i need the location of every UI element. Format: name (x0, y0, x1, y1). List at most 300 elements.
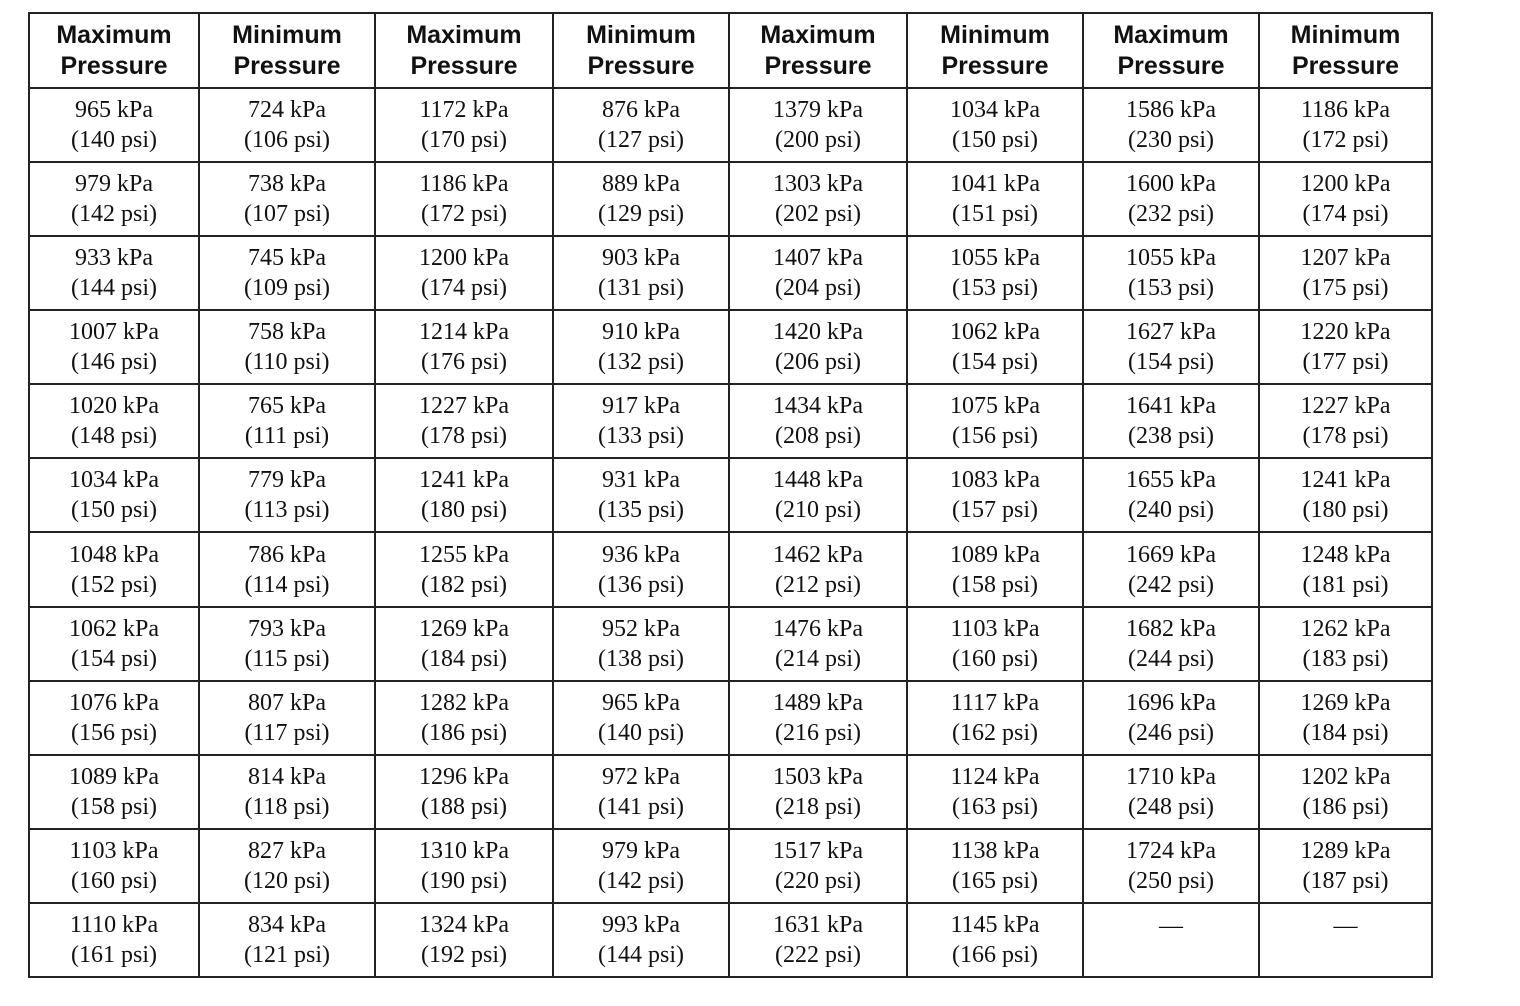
column-header (1083, 13, 1259, 88)
pressure-kpa: 1310 kPa (419, 837, 509, 864)
pressure-psi: (140 psi) (598, 719, 684, 746)
pressure-kpa: 1207 kPa (1300, 245, 1391, 272)
pressure-kpa: 1055 kPa (950, 245, 1040, 272)
pressure-kpa: 1669 kPa (1126, 541, 1216, 568)
pressure-psi: (165 psi) (952, 867, 1038, 894)
table-cell (907, 384, 1083, 458)
pressure-psi: (138 psi) (598, 645, 684, 672)
pressure-psi: (141 psi) (598, 793, 684, 820)
pressure-psi: (144 psi) (598, 941, 684, 968)
pressure-kpa: 1248 kPa (1300, 541, 1391, 568)
pressure-psi: (127 psi) (598, 127, 684, 154)
pressure-psi: (144 psi) (71, 275, 157, 302)
table-cell (1259, 532, 1432, 606)
pressure-kpa: 1138 kPa (950, 837, 1040, 864)
pressure-psi: (180 psi) (421, 497, 507, 524)
table-cell (729, 755, 907, 829)
column-header (1259, 13, 1432, 88)
pressure-psi: (220 psi) (775, 867, 861, 894)
pressure-psi: (120 psi) (244, 867, 330, 894)
pressure-kpa: 1289 kPa (1300, 837, 1391, 864)
pressure-kpa: 1641 kPa (1126, 393, 1216, 420)
pressure-psi: (186 psi) (421, 719, 507, 746)
table-cell (729, 681, 907, 755)
table-cell (907, 88, 1083, 162)
pressure-kpa: 786 kPa (248, 541, 326, 568)
table-row (29, 829, 1432, 903)
pressure-kpa: 1117 kPa (950, 689, 1040, 716)
pressure-kpa: 965 kPa (75, 97, 153, 124)
table-cell (375, 88, 553, 162)
pressure-kpa: 1103 kPa (950, 615, 1040, 642)
pressure-psi: (161 psi) (71, 941, 157, 968)
pressure-psi: (132 psi) (598, 349, 684, 376)
pressure-kpa: 1434 kPa (773, 393, 863, 420)
pressure-kpa: 1075 kPa (950, 393, 1040, 420)
pressure-psi: (158 psi) (71, 793, 157, 820)
table-cell (729, 236, 907, 310)
table-cell (1259, 384, 1432, 458)
column-header-line1: Maximum (406, 20, 522, 49)
table-cell (1083, 829, 1259, 903)
table-cell (907, 310, 1083, 384)
pressure-kpa: 779 kPa (248, 467, 326, 494)
table-cell (1083, 162, 1259, 236)
pressure-kpa: 1124 kPa (950, 763, 1040, 790)
pressure-kpa: 1055 kPa (1126, 245, 1216, 272)
column-header (729, 13, 907, 88)
table-cell (553, 755, 729, 829)
pressure-psi: (153 psi) (952, 275, 1038, 302)
pressure-kpa: 1282 kPa (419, 689, 509, 716)
pressure-psi: (208 psi) (775, 423, 861, 450)
pressure-kpa: 1269 kPa (419, 615, 509, 642)
pressure-kpa: 1227 kPa (419, 393, 509, 420)
table-cell (907, 755, 1083, 829)
table-cell (553, 310, 729, 384)
pressure-psi: (240 psi) (1128, 497, 1214, 524)
table-cell (907, 681, 1083, 755)
pressure-kpa: 1420 kPa (773, 319, 863, 346)
pressure-psi: (248 psi) (1128, 793, 1214, 820)
table-cell (1259, 236, 1432, 310)
table-cell (375, 607, 553, 681)
table-cell (375, 681, 553, 755)
table-cell (553, 236, 729, 310)
table-cell (375, 162, 553, 236)
table-cell (1259, 458, 1432, 532)
table-cell (1083, 310, 1259, 384)
pressure-psi: (242 psi) (1128, 571, 1214, 598)
table-cell (199, 236, 375, 310)
pressure-psi: (174 psi) (1302, 201, 1389, 228)
pressure-kpa: 965 kPa (602, 689, 680, 716)
table-cell (553, 88, 729, 162)
pressure-psi: (182 psi) (421, 571, 507, 598)
table-cell (729, 162, 907, 236)
pressure-kpa: 917 kPa (602, 393, 680, 420)
pressure-psi: (170 psi) (421, 127, 507, 154)
table-cell (29, 88, 199, 162)
pressure-kpa: 827 kPa (248, 837, 326, 864)
table-cell (553, 607, 729, 681)
pressure-kpa: 807 kPa (248, 689, 326, 716)
table-row (29, 162, 1432, 236)
pressure-kpa: 1214 kPa (419, 319, 509, 346)
pressure-kpa: 1379 kPa (773, 97, 863, 124)
table-cell (729, 532, 907, 606)
pressure-psi: (146 psi) (71, 349, 157, 376)
pressure-kpa: 936 kPa (602, 541, 680, 568)
table-cell (1083, 384, 1259, 458)
pressure-table (28, 12, 1433, 978)
pressure-kpa: 1241 kPa (1300, 467, 1391, 494)
pressure-kpa: 889 kPa (602, 171, 680, 198)
column-header-line2: Pressure (1117, 51, 1225, 80)
column-header-line1: Minimum (940, 20, 1050, 49)
pressure-psi: (232 psi) (1128, 201, 1214, 228)
table-cell (375, 532, 553, 606)
pressure-kpa: 1145 kPa (950, 911, 1040, 938)
table-cell (907, 532, 1083, 606)
pressure-psi: (162 psi) (952, 719, 1038, 746)
pressure-psi: (156 psi) (71, 719, 157, 746)
column-header (907, 13, 1083, 88)
pressure-kpa: 745 kPa (248, 245, 326, 272)
pressure-psi: (114 psi) (244, 571, 330, 598)
pressure-psi: (174 psi) (421, 275, 507, 302)
pressure-psi: (133 psi) (598, 423, 684, 450)
pressure-kpa: 1476 kPa (773, 615, 863, 642)
table-cell (199, 458, 375, 532)
table-cell (29, 384, 199, 458)
table-cell (1259, 903, 1432, 977)
pressure-psi: (178 psi) (421, 423, 507, 450)
pressure-kpa: 1710 kPa (1126, 763, 1216, 790)
table-cell (29, 458, 199, 532)
pressure-kpa: 1202 kPa (1300, 763, 1391, 790)
table-cell (1259, 681, 1432, 755)
pressure-psi: (172 psi) (1302, 127, 1389, 154)
pressure-kpa: 1241 kPa (419, 467, 509, 494)
pressure-kpa: 1586 kPa (1126, 97, 1216, 124)
pressure-kpa: 793 kPa (248, 615, 326, 642)
header-row (29, 13, 1432, 88)
pressure-psi: (184 psi) (1302, 719, 1389, 746)
table-cell (729, 607, 907, 681)
pressure-kpa: 1034 kPa (950, 97, 1040, 124)
pressure-kpa: 1682 kPa (1126, 615, 1216, 642)
pressure-kpa: 979 kPa (75, 171, 153, 198)
table-cell (29, 829, 199, 903)
table-cell (199, 88, 375, 162)
column-header (375, 13, 553, 88)
table-cell (29, 903, 199, 977)
pressure-kpa: 1627 kPa (1126, 319, 1216, 346)
table-row (29, 384, 1432, 458)
table-cell (199, 607, 375, 681)
pressure-kpa: 1303 kPa (773, 171, 863, 198)
pressure-kpa: 758 kPa (248, 319, 326, 346)
table-cell (729, 88, 907, 162)
table-cell (29, 236, 199, 310)
table-cell (199, 384, 375, 458)
pressure-kpa: 765 kPa (248, 393, 326, 420)
table-cell (553, 829, 729, 903)
pressure-kpa: 814 kPa (248, 763, 326, 790)
table-row (29, 458, 1432, 532)
pressure-kpa: 1227 kPa (1300, 393, 1391, 420)
pressure-psi: (117 psi) (244, 719, 330, 746)
pressure-psi: (184 psi) (421, 645, 507, 672)
table-cell (729, 384, 907, 458)
pressure-psi: (121 psi) (244, 941, 330, 968)
table-row (29, 681, 1432, 755)
pressure-kpa: 979 kPa (602, 837, 680, 864)
column-header-line2: Pressure (941, 51, 1049, 80)
pressure-psi: (192 psi) (421, 941, 507, 968)
table-cell (907, 829, 1083, 903)
table-cell (729, 829, 907, 903)
table-cell (1083, 681, 1259, 755)
pressure-psi: (188 psi) (421, 793, 507, 820)
pressure-psi: (160 psi) (71, 867, 157, 894)
column-header-line2: Pressure (60, 51, 168, 80)
pressure-kpa: 1448 kPa (773, 467, 863, 494)
pressure-kpa: 1600 kPa (1126, 171, 1216, 198)
pressure-kpa: 952 kPa (602, 615, 680, 642)
pressure-psi: (129 psi) (598, 201, 684, 228)
table-cell (1259, 755, 1432, 829)
pressure-psi: (135 psi) (598, 497, 684, 524)
table-cell (375, 903, 553, 977)
table-cell (375, 829, 553, 903)
pressure-kpa: 1407 kPa (773, 245, 863, 272)
pressure-psi: (154 psi) (71, 645, 157, 672)
pressure-psi: (244 psi) (1128, 645, 1214, 672)
pressure-psi: (175 psi) (1302, 275, 1389, 302)
pressure-psi: (206 psi) (775, 349, 861, 376)
pressure-kpa: 1041 kPa (950, 171, 1040, 198)
pressure-psi: (150 psi) (952, 127, 1038, 154)
table-cell (199, 310, 375, 384)
pressure-psi: (150 psi) (71, 497, 157, 524)
pressure-psi: (136 psi) (598, 571, 684, 598)
column-header-line2: Pressure (1291, 51, 1400, 80)
pressure-psi: (176 psi) (421, 349, 507, 376)
pressure-kpa: 1089 kPa (69, 763, 159, 790)
pressure-psi: (109 psi) (244, 275, 330, 302)
table-cell (907, 236, 1083, 310)
pressure-kpa: 1220 kPa (1300, 319, 1391, 346)
column-header-line2: Pressure (410, 51, 518, 80)
pressure-psi: (154 psi) (952, 349, 1038, 376)
table-cell (199, 755, 375, 829)
pressure-kpa: 1034 kPa (69, 467, 159, 494)
pressure-psi: (218 psi) (775, 793, 861, 820)
column-header-line2: Pressure (233, 51, 341, 80)
column-header-line1: Maximum (760, 20, 876, 49)
table-cell (1259, 310, 1432, 384)
column-header-line1: Minimum (232, 20, 342, 49)
pressure-psi: (131 psi) (598, 275, 684, 302)
pressure-psi: (152 psi) (71, 571, 157, 598)
pressure-psi: (180 psi) (1302, 497, 1389, 524)
pressure-kpa: 931 kPa (602, 467, 680, 494)
pressure-psi: (110 psi) (244, 349, 330, 376)
empty-cell-dash: — (1159, 912, 1183, 939)
table-cell (553, 681, 729, 755)
pressure-psi: (186 psi) (1302, 793, 1389, 820)
pressure-kpa: 1724 kPa (1126, 837, 1216, 864)
table-cell (1259, 88, 1432, 162)
table-body (29, 88, 1432, 977)
table-row (29, 310, 1432, 384)
table-cell (199, 681, 375, 755)
pressure-psi: (107 psi) (244, 201, 330, 228)
table-cell (375, 458, 553, 532)
pressure-psi: (212 psi) (775, 571, 861, 598)
table-row (29, 236, 1432, 310)
pressure-kpa: 1062 kPa (950, 319, 1040, 346)
column-header (29, 13, 199, 88)
table-cell (199, 532, 375, 606)
table-cell (729, 903, 907, 977)
table-cell (375, 384, 553, 458)
pressure-kpa: 972 kPa (602, 763, 680, 790)
pressure-psi: (200 psi) (775, 127, 861, 154)
pressure-psi: (115 psi) (244, 645, 330, 672)
pressure-psi: (158 psi) (952, 571, 1038, 598)
pressure-kpa: 876 kPa (602, 97, 680, 124)
table-row (29, 88, 1432, 162)
pressure-psi: (106 psi) (244, 127, 330, 154)
pressure-kpa: 1262 kPa (1300, 615, 1391, 642)
table-cell (553, 384, 729, 458)
pressure-psi: (216 psi) (775, 719, 861, 746)
column-header-line1: Minimum (1290, 20, 1401, 49)
pressure-kpa: 1020 kPa (69, 393, 159, 420)
pressure-kpa: 1089 kPa (950, 541, 1040, 568)
pressure-kpa: 933 kPa (75, 245, 153, 272)
pressure-kpa: 993 kPa (602, 911, 680, 938)
pressure-kpa: 1655 kPa (1126, 467, 1216, 494)
pressure-kpa: 724 kPa (248, 97, 326, 124)
pressure-kpa: 1324 kPa (419, 911, 509, 938)
pressure-kpa: 1489 kPa (773, 689, 863, 716)
pressure-psi: (148 psi) (71, 423, 157, 450)
pressure-psi: (187 psi) (1302, 867, 1389, 894)
pressure-kpa: 1172 kPa (419, 97, 509, 124)
table-cell (29, 532, 199, 606)
table-cell (1083, 755, 1259, 829)
pressure-psi: (113 psi) (244, 497, 330, 524)
pressure-kpa: 834 kPa (248, 911, 326, 938)
table-cell (907, 458, 1083, 532)
pressure-kpa: 1083 kPa (950, 467, 1040, 494)
table-cell (199, 829, 375, 903)
pressure-psi: (178 psi) (1302, 423, 1389, 450)
pressure-psi: (140 psi) (71, 127, 157, 154)
pressure-psi: (160 psi) (952, 645, 1038, 672)
pressure-kpa: 1269 kPa (1300, 689, 1391, 716)
pressure-psi: (250 psi) (1128, 867, 1214, 894)
pressure-kpa: 1186 kPa (419, 171, 509, 198)
table-cell (375, 236, 553, 310)
table-row (29, 755, 1432, 829)
table-cell (553, 903, 729, 977)
pressure-kpa: 910 kPa (602, 319, 680, 346)
pressure-kpa: 1462 kPa (773, 541, 863, 568)
pressure-psi: (246 psi) (1128, 719, 1214, 746)
column-header-line1: Minimum (586, 20, 696, 49)
table-cell (29, 681, 199, 755)
pressure-kpa: 1296 kPa (419, 763, 509, 790)
table-cell (553, 162, 729, 236)
pressure-psi: (214 psi) (775, 645, 861, 672)
pressure-psi: (204 psi) (775, 275, 861, 302)
table-cell (1083, 236, 1259, 310)
pressure-psi: (157 psi) (952, 497, 1038, 524)
table-cell (29, 162, 199, 236)
table-cell (29, 607, 199, 681)
pressure-kpa: 1503 kPa (773, 763, 863, 790)
table-row (29, 607, 1432, 681)
table-cell (1083, 88, 1259, 162)
table-cell (729, 310, 907, 384)
pressure-psi: (154 psi) (1128, 349, 1214, 376)
pressure-psi: (156 psi) (952, 423, 1038, 450)
pressure-kpa: 1200 kPa (419, 245, 509, 272)
pressure-kpa: 1200 kPa (1300, 171, 1391, 198)
pressure-psi: (166 psi) (952, 941, 1038, 968)
table-row (29, 532, 1432, 606)
table-cell (199, 903, 375, 977)
pressure-psi: (118 psi) (244, 793, 330, 820)
pressure-psi: (210 psi) (775, 497, 861, 524)
pressure-kpa: 1110 kPa (69, 911, 159, 938)
pressure-kpa: 738 kPa (248, 171, 326, 198)
table-cell (1259, 607, 1432, 681)
pressure-kpa: 1048 kPa (69, 541, 159, 568)
table-cell (1259, 829, 1432, 903)
pressure-psi: (183 psi) (1302, 645, 1389, 672)
pressure-kpa: 1631 kPa (773, 911, 863, 938)
table-cell (1083, 532, 1259, 606)
table-cell (907, 607, 1083, 681)
table-cell (1259, 162, 1432, 236)
pressure-psi: (151 psi) (952, 201, 1038, 228)
pressure-psi: (181 psi) (1302, 571, 1389, 598)
table-row (29, 903, 1432, 977)
table-cell (29, 755, 199, 829)
column-header-line2: Pressure (764, 51, 872, 80)
pressure-kpa: 1007 kPa (69, 319, 159, 346)
pressure-psi: (202 psi) (775, 201, 861, 228)
pressure-kpa: 1103 kPa (69, 837, 159, 864)
table-cell (29, 310, 199, 384)
table-cell (907, 162, 1083, 236)
column-header (553, 13, 729, 88)
column-header-line1: Maximum (1113, 20, 1229, 49)
pressure-psi: (142 psi) (71, 201, 157, 228)
pressure-kpa: 1076 kPa (69, 689, 159, 716)
table-cell (1083, 458, 1259, 532)
pressure-kpa: 1255 kPa (419, 541, 509, 568)
pressure-psi: (190 psi) (421, 867, 507, 894)
table-cell (375, 755, 553, 829)
table-cell (199, 162, 375, 236)
